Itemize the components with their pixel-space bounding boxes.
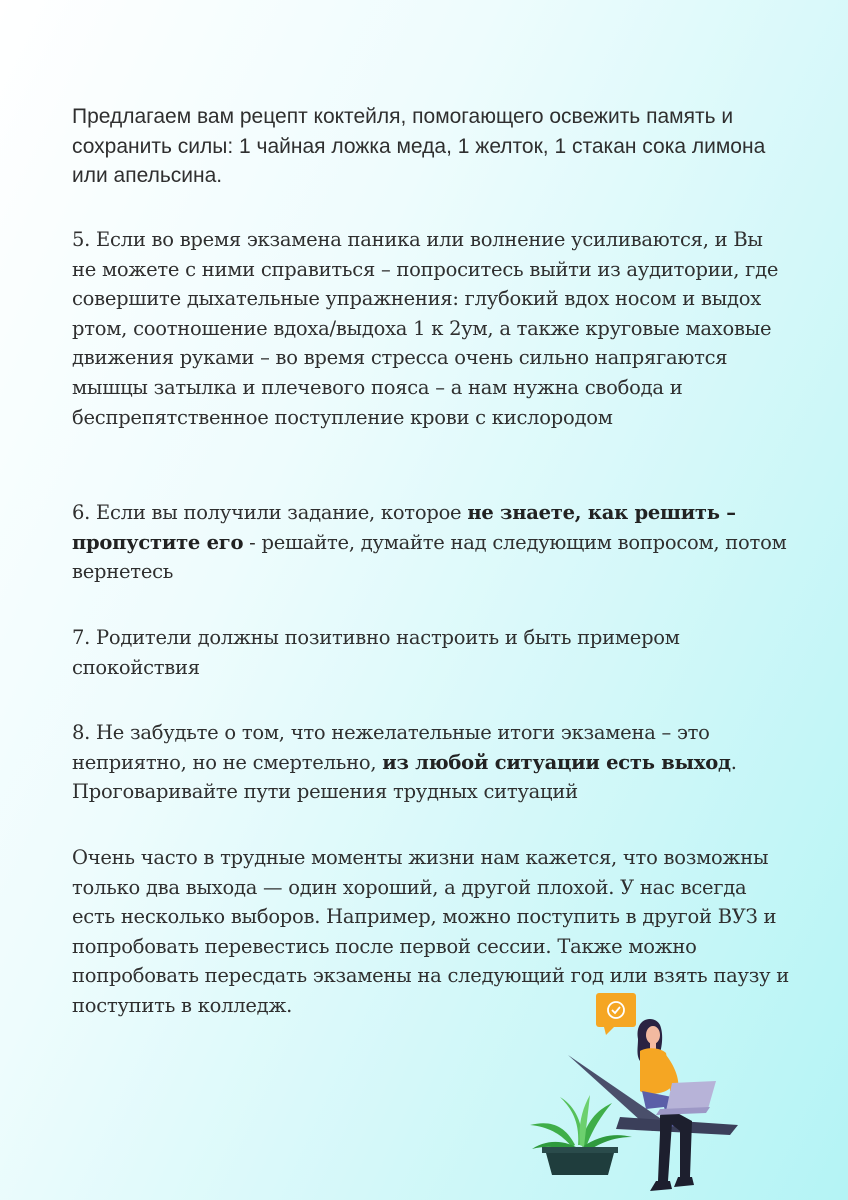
potted-plant [530, 1095, 632, 1175]
woman-with-laptop-illustration [520, 985, 780, 1200]
tip-8-bold: из любой ситуации есть выход [382, 750, 731, 774]
tip-6-bold: не знаете, как решить – пропустите его [72, 501, 736, 554]
intro-paragraph: Предлагаем вам рецепт коктейля, помогающего освежить память и сохранить силы: 1 чайная ложка меда, 1 желток, 1 стакан сока лимона или апельсина. [72, 105, 766, 187]
tip-5-paragraph: 5. Если во время экзамена паника или волнение усиливаются, и Вы не можете с ними справиться – попроситесь выйти из аудитории, где совершите дыхательные упражнения: глубокий вдох носом и выдох ртом, соотношение вдоха/выдоха 1 к 2ум, а также круговые маховые движения руками – во время стресса очень сильно напрягаются мышцы затылка и плечевого пояса – а нам нужна свобода и беспрепятственное поступление крови с кислородом [72, 228, 779, 429]
speech-bubble-check-icon [596, 993, 636, 1035]
tip-6-text-end: - решайте, думайте над следующим вопросом, потом вернетесь [72, 530, 787, 584]
tip-8-paragraph [72, 718, 792, 807]
closing-paragraph: Очень часто в трудные моменты жизни нам кажется, что возможны только два выхода — один хороший, а другой плохой. У нас всегда есть несколько выборов. Например, можно поступить в другой ВУЗ и попробовать перевестись после первой сессии. Также можно попробовать пересдать экзамены на следующий год или взять паузу и поступить в колледж. [72, 846, 790, 1017]
tip-6-paragraph [72, 498, 792, 587]
tip-8-text: 8. Не забудьте о том, что нежелательные итоги экзамена – это неприятно, но не смертельно, [72, 721, 710, 774]
tip-7-paragraph: 7. Родители должны позитивно настроить и быть примером спокойствия [72, 626, 680, 679]
tip-6-text: 6. Если вы получили задание, которое [72, 501, 468, 524]
tip-8-text-end: . Проговаривайте пути решения трудных ситуаций [72, 750, 737, 804]
